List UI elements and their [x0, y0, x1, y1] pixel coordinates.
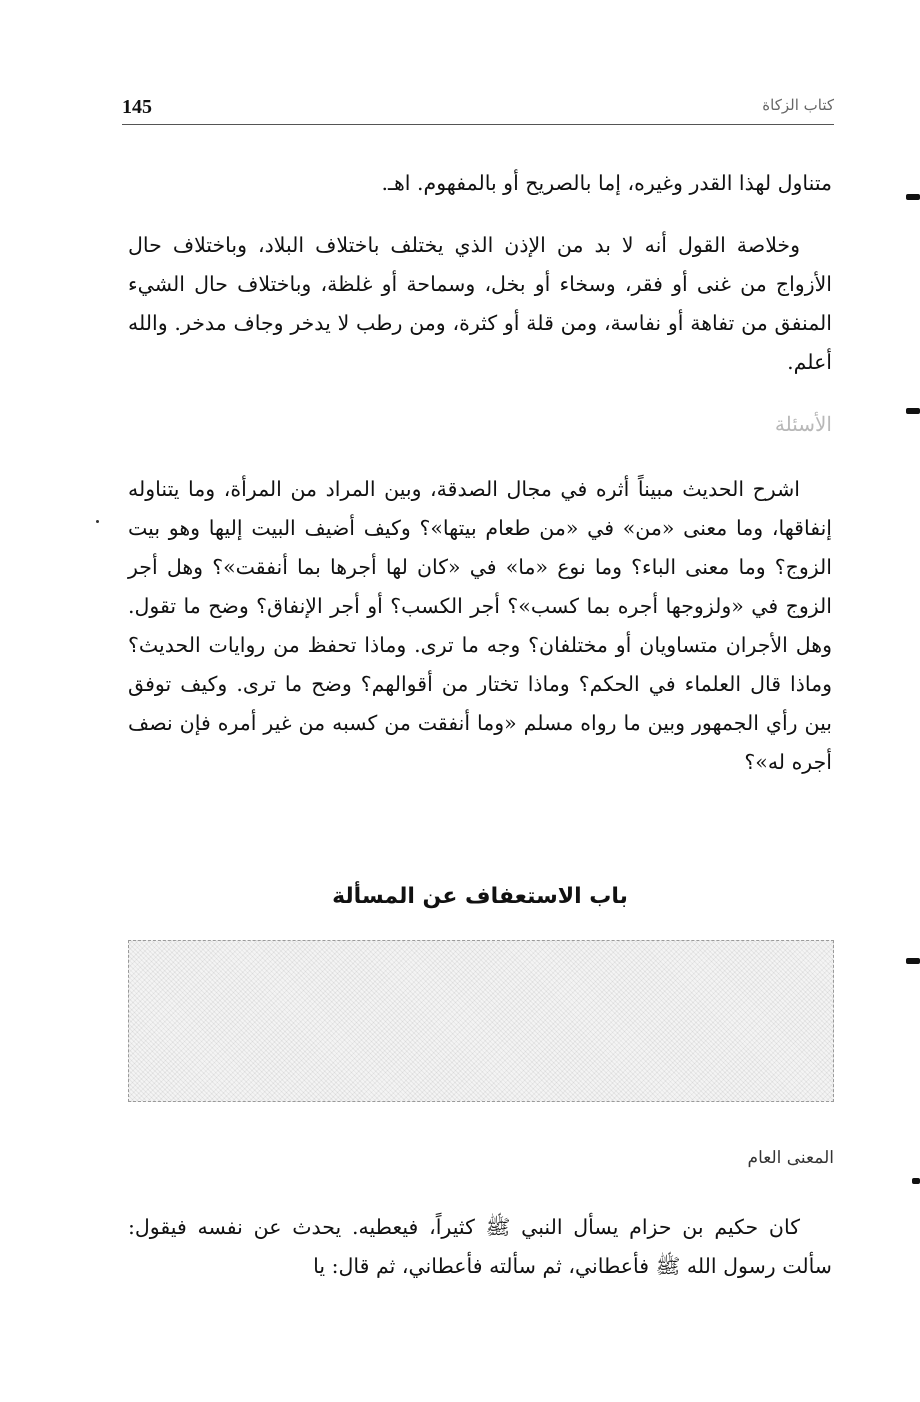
paragraph-hadith-explanation: كان حكيم بن حزام يسأل النبي ﷺ كثيراً، فيعطيه. يحدث عن نفسه فيقول: سألت رسول الله ﷺ فأعطاني، ثم سألته فأعطاني، ثم قال: يا	[128, 1215, 832, 1278]
running-head: كتاب الزكاة	[762, 96, 834, 114]
hadith-box	[128, 940, 834, 1102]
paragraph-summary: وخلاصة القول أنه لا بد من الإذن الذي يختلف باختلاف البلاد، وباختلاف حال الأزواج من غنى أو فقر، وسخاء أو بخل، وسماحة أو غلظة، وباختلاف حال الشيء المنفق من تفاهة أو نفاسة، ومن قلة أو كثرة، ومن رطب لا يدخر وجاف مدخر. والله أعلم.	[128, 233, 832, 374]
margin-mark	[906, 194, 920, 200]
questions-label: الأسئلة	[774, 412, 832, 436]
margin-mark	[906, 958, 920, 964]
paragraph-questions: اشرح الحديث مبيناً أثره في مجال الصدقة، وبين المراد من المرأة، وما يتناوله إنفاقها، وما معنى «من» في «من طعام بيتها»؟ وكيف أضيف البيت إليها وهو بيت الزوج؟ وما معنى الباء؟ وما نوع «ما» في «كان لها أجرها بما أنفقت»؟ وهل أجر الزوج في «ولزوجها أجره بما كسب»؟ أجر الكسب؟ أو أجر الإنفاق؟ وضح ما تقول. وهل الأجران متساويان أو مختلفان؟ وجه ما ترى. وماذا تحفظ من روايات الحديث؟ وماذا قال العلماء في الحكم؟ وماذا تختار من أقوالهم؟ وضح ما ترى. وكيف توفق بين رأي الجمهور وبين ما رواه مسلم «وما أنفقت من كسبه من غير أمره فإن نصف أجره له»؟	[128, 477, 832, 774]
hadith-faint-texture	[165, 961, 805, 1001]
margin-mark	[906, 408, 920, 414]
stray-dot	[96, 520, 99, 523]
subheading-general-meaning: المعنى العام	[747, 1148, 834, 1168]
page-header	[122, 92, 834, 125]
section-title: باب الاستعفاف عن المسألة	[332, 884, 628, 909]
margin-mark	[912, 1178, 920, 1184]
page-number: 145	[122, 96, 152, 118]
paragraph-continuation: متناول لهذا القدر وغيره، إما بالصريح أو بالمفهوم. اهـ.	[381, 171, 832, 195]
